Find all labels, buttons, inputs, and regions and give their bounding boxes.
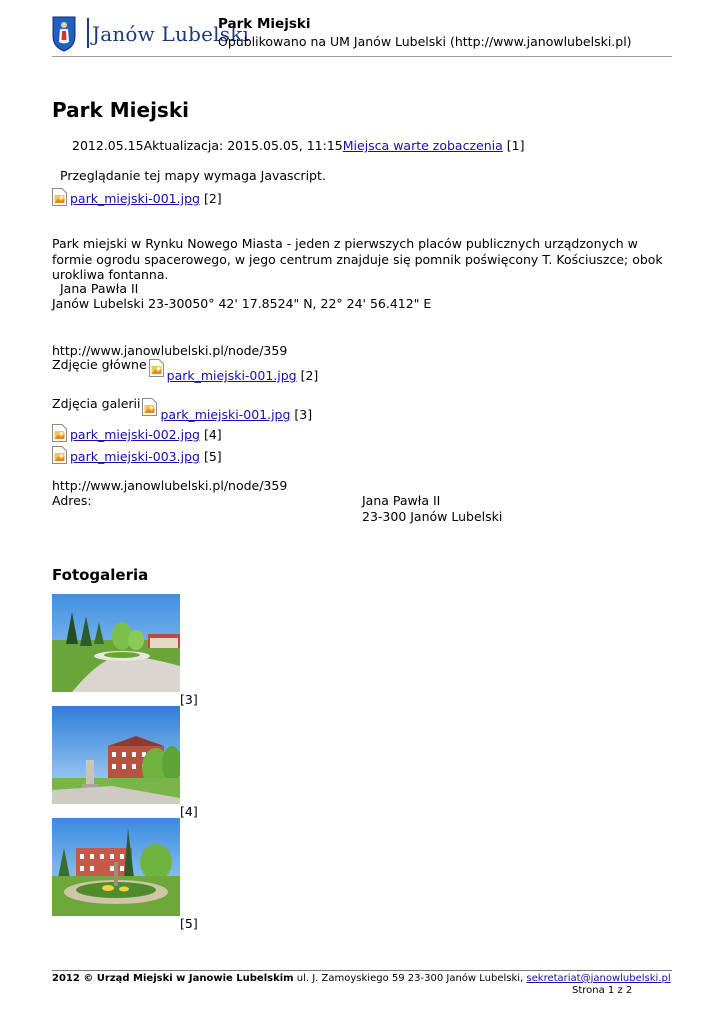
gallery-photos-label: Zdjęcia galerii [52,396,141,411]
gallery-file-ref: [5] [203,449,222,464]
gallery-title: Fotogaleria [52,566,149,584]
gallery-file-link[interactable]: park_miejski-002.jpg [70,427,200,442]
footer-divider [52,970,672,971]
footer-address: ul. J. Zamoyskiego 59 23-300 Janów Lubelski, [293,973,527,984]
file-ref: [2] [203,191,222,206]
gallery-file-link[interactable]: park_miejski-003.jpg [70,449,200,464]
main-photo-row [52,357,319,383]
category-link[interactable]: Miejsca warte zobaczenia [342,138,503,153]
gallery-photo[interactable] [52,594,180,692]
footer-email-link[interactable]: sekretariat@janowlubelski.pl [526,973,671,984]
gallery-file-ref: [3] [294,407,313,422]
publish-date: 2012.05.15 [72,138,144,153]
image-file-icon [52,188,67,206]
header-published: Opublikowano na UM Janów Lubelski (http://www.janowlubelski.pl) [218,34,632,49]
gallery-file-ref: [4] [203,427,222,442]
main-photo-label: Zdjęcie główne [52,357,147,372]
street-name: Jana Pawła II [60,281,139,296]
gallery-file-item [52,422,222,442]
footer-org: 2012 © Urząd Miejski w Janowie Lubelskim [52,973,294,984]
image-file-icon [52,424,67,442]
map-js-notice: Przeglądanie tej mapy wymaga Javascript. [60,168,326,183]
header-title: Park Miejski [218,16,311,32]
address-label: Adres: [52,493,92,508]
logo-text: Janów Lubelski [92,22,250,46]
node-url: http://www.janowlubelski.pl/node/359 [52,478,288,493]
file-item [52,186,222,206]
gallery-file-item [52,444,222,464]
address-value [362,493,502,524]
footer [52,973,671,984]
image-file-icon [149,359,164,377]
update-date: Aktualizacja: 2015.05.05, 11:15 [143,138,343,153]
gallery-photo[interactable] [52,706,180,804]
image-file-icon [142,398,157,416]
page-number: Strona 1 z 2 [572,985,633,996]
main-photo-link[interactable]: park_miejski-001.jpg [166,368,297,383]
logo-divider [87,18,89,48]
file-link[interactable]: park_miejski-001.jpg [70,191,200,206]
gallery-photo-ref: [5] [180,916,198,931]
gallery-photo-ref: [3] [180,692,198,707]
gallery-file-link[interactable]: park_miejski-001.jpg [160,407,291,422]
node-url: http://www.janowlubelski.pl/node/359 [52,343,288,358]
address-line: 23-300 Janów Lubelski [362,508,503,524]
article-meta [72,138,524,153]
category-ref: [1] [506,138,525,153]
address-coordinates: Janów Lubelski 23-30050° 42' 17.8524" N, 22° 24' 56.412" E [52,296,432,311]
gallery-photos-row [52,396,313,422]
page-title: Park Miejski [52,98,189,122]
main-photo-ref: [2] [300,368,319,383]
gallery-photo[interactable] [52,818,180,916]
header-divider [52,56,672,57]
coat-of-arms-icon [52,16,76,52]
image-file-icon [52,446,67,464]
description: Park miejski w Rynku Nowego Miasta - jeden z pierwszych placów publicznych urządzonych w formie ogrodu spacerowego, w jego centrum znajduje się pomnik poświęcony T. Kościuszce; obok urokliwa fontanna. [52,236,663,282]
gallery-photo-ref: [4] [180,804,198,819]
address-line: Jana Pawła II [362,493,441,508]
